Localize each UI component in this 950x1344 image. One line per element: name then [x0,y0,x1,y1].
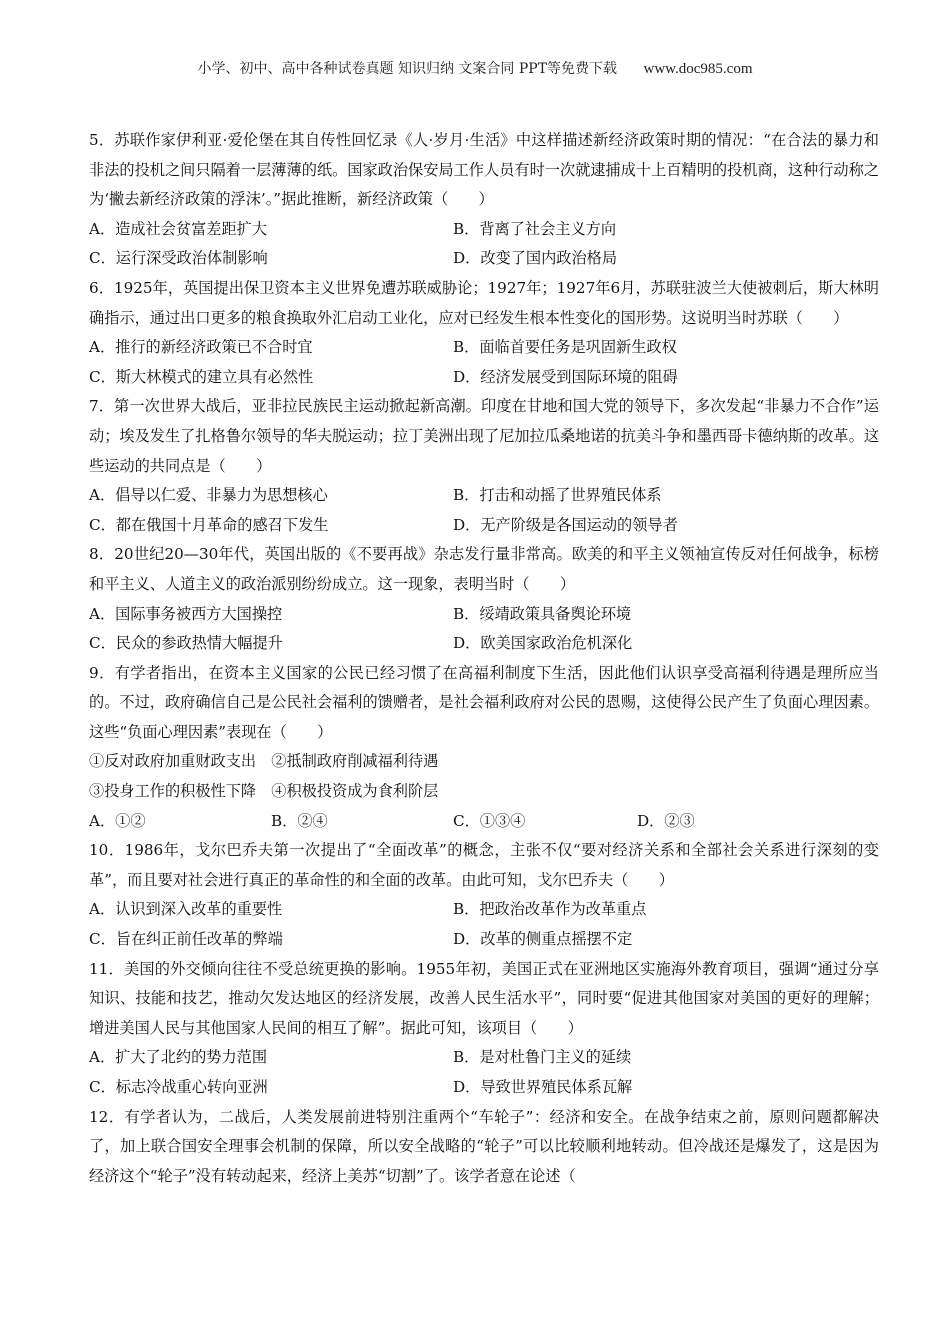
option-d: D．改革的侧重点摇摆不定 [453,930,633,949]
question-5 [89,126,879,274]
option-row [89,244,879,274]
option-d: D．②③ [637,811,695,830]
option-a: A．倡导以仁爱、非暴力为思想核心 [89,486,328,505]
option-c: C．标志冷战重心转向亚洲 [89,1078,268,1096]
option-c: C．旨在纠正前任改革的弊端 [89,930,283,949]
statement-line: ①反对政府加重财政支出 ②抵制政府削减福利待遇 [89,752,439,771]
option-c: C．斯大林模式的建立具有必然性 [89,367,314,386]
option-row [89,807,879,837]
option-d: D．欧美国家政治危机深化 [453,634,633,653]
question-stem: 7．第一次世界大战后，亚非拉民族民主运动掀起新高潮。印度在甘地和国大党的领导下，多次发起“非暴力不合作”运动；埃及发生了扎格鲁尔领导的华夫脱运动；拉丁美洲出现了尼加拉瓜桑地诺的抗美斗争和墨西哥卡德纳斯的改革。这些运动的共同点是（ ） [89,397,879,475]
question-stem: 6．1925年，英国提出保卫资本主义世界免遭苏联威胁论；1927年；1927年6月，苏联驻波兰大使被刺后，斯大林明确指示，通过出口更多的粮食换取外汇启动工业化，应对已经发生根本性变化的国形势。这说明当时苏联（ ） [89,278,879,327]
option-d: D．改变了国内政治格局 [453,249,618,268]
option-b: B．面临首要任务是巩固新生政权 [453,338,677,357]
option-a: A．①② [89,811,146,830]
option-row [89,629,879,659]
question-7 [89,392,879,540]
option-row [89,511,879,541]
option-a: A．国际事务被西方大国操控 [89,604,283,623]
option-a: A．认识到深入改革的重要性 [89,900,283,919]
question-9 [89,659,879,837]
option-row [89,481,879,511]
question-stem: 10．1986年，戈尔巴乔夫第一次提出了“全面改革”的概念，主张不仅“要对经济关系和全部社会关系进行深刻的变革”，而且要对社会进行真正的革命性的和全面的改革。由此可知，戈尔巴乔夫（ ） [89,841,879,889]
option-row [89,1043,879,1073]
option-b: B．背离了社会主义方向 [453,219,617,238]
option-row [89,363,879,393]
header-url[interactable]: www.doc985.com [643,61,753,77]
page-header [0,58,950,78]
question-8 [89,540,879,658]
option-d: D．无产阶级是各国运动的领导者 [453,515,678,534]
option-b: B．绥靖政策具备舆论环境 [453,604,632,623]
header-text: 小学、初中、高中各种试卷真题 知识归纳 文案合同 PPT等免费下载 [197,61,618,77]
option-row [89,895,879,925]
option-a: A．扩大了北约的势力范围 [89,1048,268,1067]
option-b: B．打击和动摇了世界殖民体系 [453,486,662,505]
question-12 [89,1103,879,1192]
question-stem: 11．美国的外交倾向往往不受总统更换的影响。1955年初，美国正式在亚洲地区实施海外教育项目，强调“通过分享知识、技能和技艺，推动欠发达地区的经济发展，改善人民生活水平”，同时要“促进其他国家对美国的更好的理解；增进美国人民与其他国家人民间的相互了解”。据此可知，该项目（ ） [89,959,879,1037]
question-stem: 8．20世纪20—30年代，英国出版的《不要再战》杂志发行量非常高。欧美的和平主义领袖宣传反对任何战争，标榜和平主义、人道主义的政治派别纷纷成立。这一现象，表明当时（ ） [89,545,879,593]
option-d: D．导致世界殖民体系瓦解 [453,1078,633,1096]
question-11 [89,955,879,1103]
option-row [89,215,879,245]
option-row [89,333,879,363]
option-row [89,1073,879,1103]
question-list [89,126,879,1191]
option-b: B．把政治改革作为改革重点 [453,900,647,919]
option-c: C．运行深受政治体制影响 [89,249,268,268]
question-10 [89,836,879,954]
option-c: C．都在俄国十月革命的感召下发生 [89,515,329,534]
question-stem: 12．有学者认为，二战后，人类发展前进特别注重两个“车轮子”：经济和安全。在战争结束之前，原则问题都解决了，加上联合国安全理事会机制的保障，所以安全战略的“轮子”可以比较顺利地转动。但冷战还是爆发了，这是因为经济这个“轮子”没有转动起来，经济上美苏“切割”了。该学者意在论述（ [89,1107,879,1185]
option-b: B．②④ [271,811,328,830]
option-b: B．是对杜鲁门主义的延续 [453,1048,632,1067]
option-row [89,600,879,630]
option-c: C．民众的参政热情大幅提升 [89,634,283,653]
option-row [89,925,879,955]
question-6 [89,274,879,392]
option-c: C．①③④ [453,811,526,830]
statement-line: ③投身工作的积极性下降 ④积极投资成为食利阶层 [89,782,439,801]
question-stem: 5．苏联作家伊利亚·爱伦堡在其自传性回忆录《人·岁月·生活》中这样描述新经济政策时期的情况：“在合法的暴力和非法的投机之间只隔着一层薄薄的纸。国家政治保安局工作人员有时一次就逮捕成十上百精明的投机商，这种行动称之为‘撇去新经济政策的浮沫’。”据此推断，新经济政策（ ） [89,131,879,209]
option-a: A．推行的新经济政策已不合时宜 [89,338,313,357]
option-a: A．造成社会贫富差距扩大 [89,219,268,238]
option-d: D．经济发展受到国际环境的阻碍 [453,367,678,386]
question-stem: 9．有学者指出，在资本主义国家的公民已经习惯了在高福利制度下生活，因此他们认识享受高福利待遇是理所应当的。不过，政府确信自己是公民社会福利的馈赠者，是社会福利政府对公民的恩赐，这使得公民产生了负面心理因素。这些“负面心理因素”表现在（ ） [89,663,879,741]
